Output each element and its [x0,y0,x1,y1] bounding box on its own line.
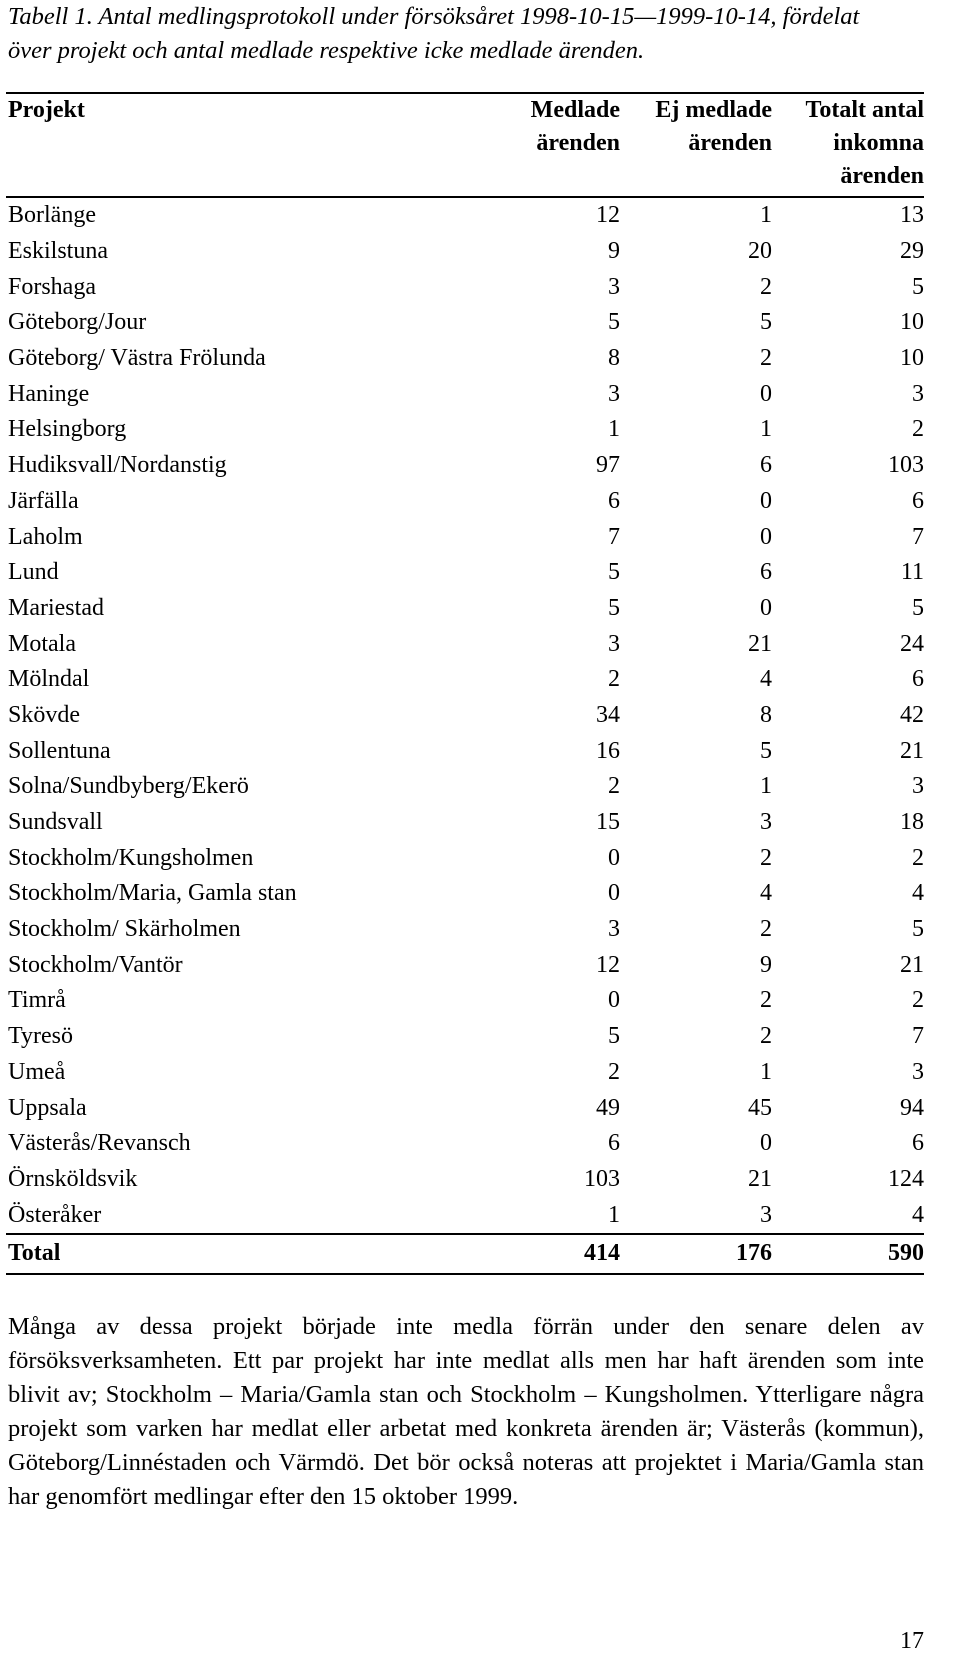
cell-projekt: Uppsala [8,1094,87,1121]
header-ej-medlade: Ej medlade ärenden [655,97,772,156]
cell-projekt: Österåker [8,1201,102,1228]
cell-totalt: 4 [912,1201,924,1228]
table-row [6,341,924,377]
cell-totalt: 94 [900,1094,924,1121]
cell-projekt: Stockholm/Kungsholmen [8,844,254,871]
table-row [6,698,924,734]
cell-medlade: 16 [596,737,620,764]
cell-ej-medlade: 9 [760,951,772,978]
table-row [6,591,924,627]
cell-medlade: 15 [596,809,620,836]
cell-ej-medlade: 8 [760,701,772,728]
cell-ej-medlade: 2 [760,987,772,1014]
cell-projekt: Tyresö [8,1023,73,1050]
cell-medlade: 49 [596,1094,620,1121]
cell-totalt: 29 [900,238,924,265]
cell-ej-medlade: 3 [760,1201,772,1228]
total-ej-medlade: 176 [736,1240,772,1267]
table-row [6,412,924,448]
cell-medlade: 2 [608,773,620,800]
cell-ej-medlade: 6 [760,452,772,479]
table-row [6,947,924,983]
page-number: 17 [900,1628,924,1654]
table-row [6,769,924,805]
cell-medlade: 1 [608,1201,620,1228]
cell-medlade: 6 [608,487,620,514]
cell-medlade: 12 [596,202,620,229]
table-row [6,234,924,270]
total-label: Total [8,1240,61,1267]
cell-ej-medlade: 20 [748,238,772,265]
cell-medlade: 0 [608,987,620,1014]
paragraph-text: Många av dessa projekt började inte medla förrän under den senare delen av försöksverksamheten. Ett par projekt har inte medlat alls men har haft ärenden som inte blivit av; Stockholm – Maria/Gamla stan och Stockholm – Kungsholmen. Ytterligare några projekt som varken har medlat eller arbetat med konkreta ärenden är; Västerås (kommun), Göteborg/Linnéstaden och Värmdö. Det bör också noteras att projektet i Maria/Gamla stan har genomfört medlingar efter den 15 oktober 1999. [8,1313,924,1510]
cell-totalt: 10 [900,345,924,372]
cell-medlade: 5 [608,594,620,621]
table-row [6,1090,924,1126]
cell-totalt: 2 [912,844,924,871]
cell-ej-medlade: 1 [760,1058,772,1085]
cell-medlade: 3 [608,380,620,407]
cell-totalt: 2 [912,416,924,443]
header-medlade: Medlade ärenden [530,97,620,156]
cell-ej-medlade: 0 [760,1130,772,1157]
cell-totalt: 42 [900,701,924,728]
cell-projekt: Haninge [8,380,90,407]
cell-totalt: 5 [912,916,924,943]
cell-projekt: Göteborg/ Västra Frölunda [8,345,266,372]
cell-projekt: Umeå [8,1058,66,1085]
cell-ej-medlade: 0 [760,523,772,550]
cell-projekt: Mariestad [8,594,104,621]
cell-medlade: 5 [608,1023,620,1050]
cell-ej-medlade: 5 [760,309,772,336]
cell-projekt: Skövde [8,701,80,728]
table-row [6,484,924,520]
cell-projekt: Stockholm/Vantör [8,951,183,978]
cell-ej-medlade: 2 [760,345,772,372]
table-row [6,305,924,341]
table-row [6,198,924,234]
cell-totalt: 7 [912,1023,924,1050]
cell-medlade: 7 [608,523,620,550]
total-medlade: 414 [584,1240,620,1267]
cell-ej-medlade: 1 [760,416,772,443]
cell-projekt: Mölndal [8,666,90,693]
cell-medlade: 5 [608,309,620,336]
cell-medlade: 3 [608,916,620,943]
body-paragraph [8,1310,924,1514]
cell-projekt: Stockholm/Maria, Gamla stan [8,880,297,907]
cell-projekt: Borlänge [8,202,96,229]
cell-medlade: 97 [596,452,620,479]
table-row [6,1126,924,1162]
cell-ej-medlade: 21 [748,630,772,657]
cell-totalt: 21 [900,737,924,764]
cell-totalt: 5 [912,273,924,300]
cell-totalt: 3 [912,773,924,800]
cell-projekt: Stockholm/ Skärholmen [8,916,241,943]
cell-totalt: 3 [912,380,924,407]
cell-ej-medlade: 1 [760,773,772,800]
total-totalt: 590 [888,1240,924,1267]
table-row [6,983,924,1019]
cell-medlade: 3 [608,630,620,657]
table-row [6,1019,924,1055]
cell-projekt: Örnsköldsvik [8,1165,138,1192]
cell-medlade: 34 [596,701,620,728]
table-row [6,1162,924,1198]
table-row [6,1055,924,1091]
cell-ej-medlade: 0 [760,380,772,407]
cell-medlade: 12 [596,951,620,978]
cell-totalt: 18 [900,809,924,836]
cell-totalt: 4 [912,880,924,907]
table-body [6,198,924,1233]
table-row [6,626,924,662]
cell-ej-medlade: 3 [760,809,772,836]
cell-totalt: 5 [912,594,924,621]
cell-ej-medlade: 4 [760,880,772,907]
cell-projekt: Motala [8,630,76,657]
cell-ej-medlade: 2 [760,844,772,871]
cell-projekt: Hudiksvall/Nordanstig [8,452,227,479]
cell-medlade: 0 [608,880,620,907]
cell-medlade: 2 [608,1058,620,1085]
cell-ej-medlade: 0 [760,487,772,514]
cell-medlade: 103 [584,1165,620,1192]
cell-ej-medlade: 2 [760,916,772,943]
cell-ej-medlade: 2 [760,273,772,300]
cell-projekt: Lund [8,559,59,586]
cell-ej-medlade: 0 [760,594,772,621]
cell-ej-medlade: 45 [748,1094,772,1121]
table-row [6,448,924,484]
cell-totalt: 6 [912,666,924,693]
cell-medlade: 3 [608,273,620,300]
cell-totalt: 3 [912,1058,924,1085]
cell-ej-medlade: 4 [760,666,772,693]
table-row [6,912,924,948]
cell-projekt: Helsingborg [8,416,127,443]
cell-projekt: Eskilstuna [8,238,108,265]
cell-projekt: Sollentuna [8,737,111,764]
cell-totalt: 10 [900,309,924,336]
table-row [6,1197,924,1233]
cell-ej-medlade: 6 [760,559,772,586]
cell-medlade: 5 [608,559,620,586]
cell-medlade: 9 [608,238,620,265]
cell-medlade: 0 [608,844,620,871]
cell-projekt: Sundsvall [8,809,103,836]
cell-totalt: 11 [900,559,924,586]
data-table [6,92,924,1275]
table-header [6,94,924,196]
cell-totalt: 7 [912,523,924,550]
table-row [6,876,924,912]
table-row [6,376,924,412]
cell-medlade: 6 [608,1130,620,1157]
table-row [6,733,924,769]
cell-totalt: 2 [912,987,924,1014]
cell-ej-medlade: 21 [748,1165,772,1192]
header-totalt: Totalt antal inkomna ärenden [805,97,924,189]
cell-totalt: 24 [900,630,924,657]
cell-projekt: Solna/Sundbyberg/Ekerö [8,773,249,800]
table-row [6,805,924,841]
cell-totalt: 13 [900,202,924,229]
cell-projekt: Forshaga [8,273,96,300]
cell-projekt: Västerås/Revansch [8,1130,191,1157]
cell-projekt: Göteborg/Jour [8,309,147,336]
cell-ej-medlade: 5 [760,737,772,764]
cell-totalt: 103 [888,452,924,479]
cell-medlade: 8 [608,345,620,372]
cell-totalt: 124 [888,1165,924,1192]
table-row [6,269,924,305]
table-row [6,662,924,698]
table-caption: Tabell 1. Antal medlingsprotokoll under försöksåret 1998-10-15—1999-10-14, fördelat över projekt och antal medlade respektive icke medlade ärenden. [8,3,860,64]
cell-ej-medlade: 2 [760,1023,772,1050]
cell-totalt: 6 [912,487,924,514]
cell-medlade: 1 [608,416,620,443]
table-row [6,555,924,591]
cell-projekt: Laholm [8,523,83,550]
bottom-rule [6,1273,924,1275]
cell-projekt: Järfälla [8,487,79,514]
cell-projekt: Timrå [8,987,66,1014]
cell-totalt: 21 [900,951,924,978]
total-row [6,1235,924,1273]
cell-totalt: 6 [912,1130,924,1157]
table-row [6,519,924,555]
table-row [6,840,924,876]
cell-ej-medlade: 1 [760,202,772,229]
cell-medlade: 2 [608,666,620,693]
header-projekt: Projekt [8,97,85,123]
